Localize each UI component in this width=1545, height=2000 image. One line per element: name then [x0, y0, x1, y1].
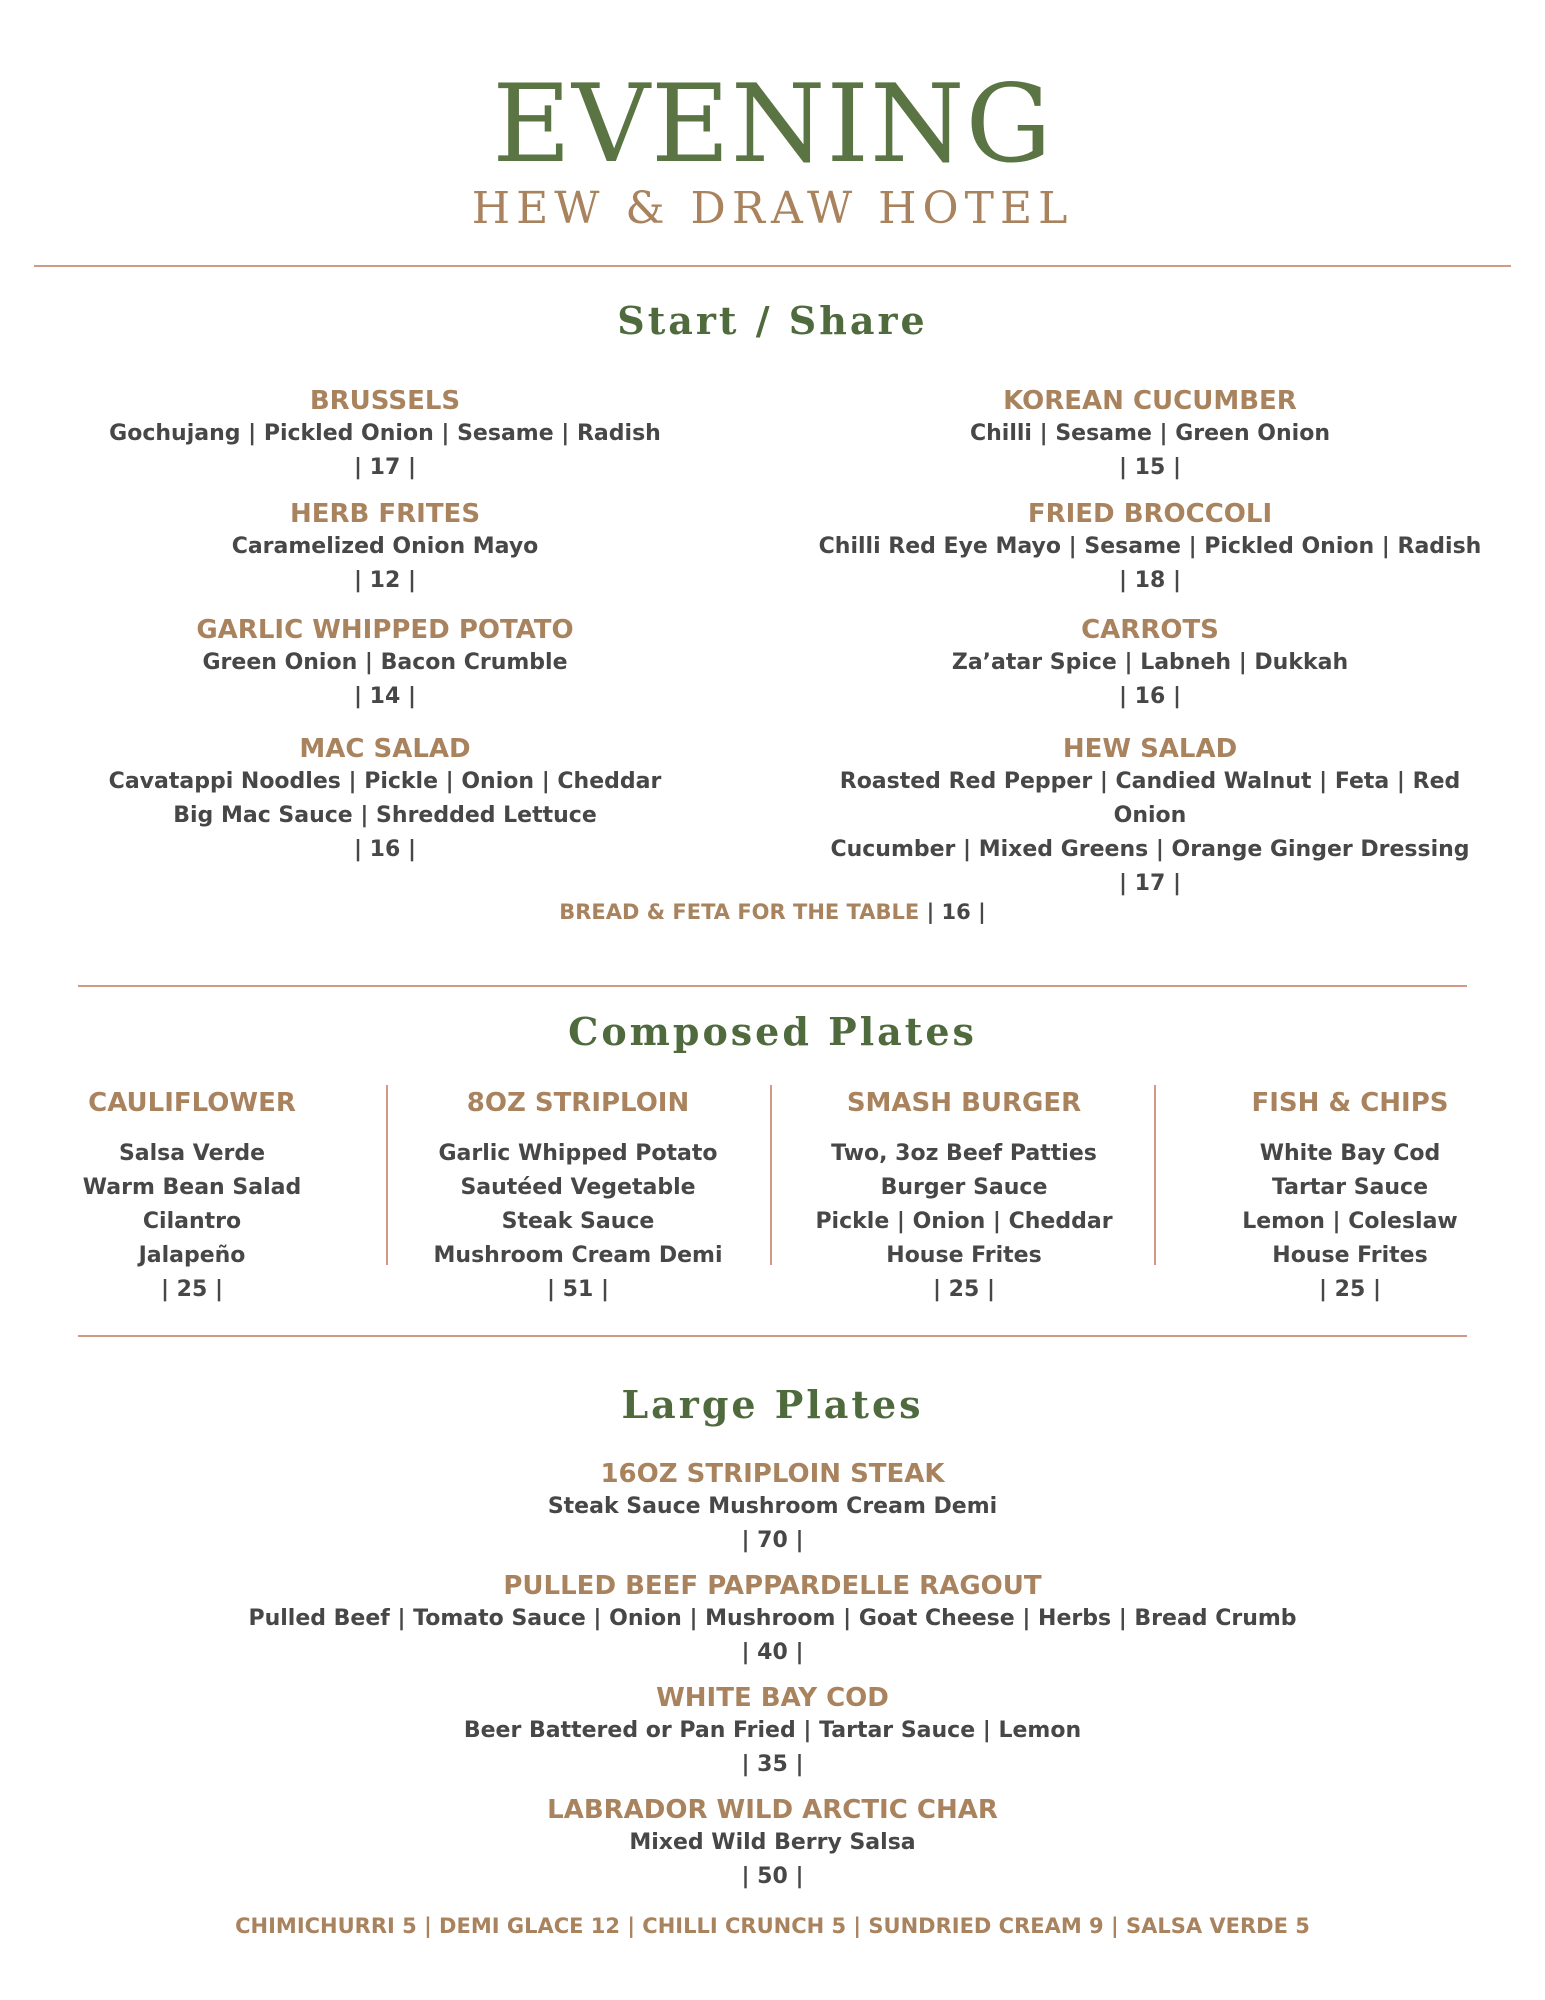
menu-item — [100, 385, 670, 485]
item-price: | 35 | — [741, 1752, 804, 1777]
item-description: Cucumber | Mixed Greens | Orange Ginger Dressing — [830, 837, 1470, 862]
item-description: Steak Sauce Mushroom Cream Demi — [547, 1494, 998, 1519]
menu-item — [100, 1682, 1445, 1782]
bread-and-feta — [0, 897, 1545, 927]
section-divider — [78, 985, 1467, 987]
menu-item — [100, 1794, 1445, 1894]
bread-price: | 16 | — [926, 900, 986, 924]
item-name: CARROTS — [1081, 615, 1219, 645]
item-description: Pulled Beef | Tomato Sauce | Onion | Mushroom | Goat Cheese | Herbs | Bread Crumb — [248, 1606, 1297, 1631]
item-price: | 15 | — [1118, 455, 1181, 480]
item-description: Tartar Sauce — [1271, 1175, 1429, 1200]
menu-item — [100, 498, 670, 598]
item-description: Jalapeño — [138, 1243, 246, 1268]
item-description: Za’atar Spice | Labneh | Dukkah — [951, 650, 1349, 675]
composed-item — [1158, 1087, 1542, 1307]
item-description: Big Mac Sauce | Shredded Lettuce — [173, 803, 597, 828]
item-description: Burger Sauce — [880, 1175, 1048, 1200]
item-price: | 12 | — [353, 568, 416, 593]
item-name: CAULIFLOWER — [88, 1088, 296, 1118]
bread-name: BREAD & FETA FOR THE TABLE — [559, 900, 920, 924]
item-name: 8OZ STRIPLOIN — [466, 1088, 690, 1118]
menu-item — [100, 614, 670, 714]
item-price: | 25 | — [160, 1277, 223, 1302]
menu-title: EVENING — [492, 62, 1053, 187]
menu-item — [800, 733, 1500, 901]
item-price: | 51 | — [546, 1277, 609, 1302]
menu-item — [100, 1458, 1445, 1558]
menu-item — [800, 385, 1500, 485]
section-title-start-share: Start / Share — [617, 298, 928, 343]
item-description: Lemon | Coleslaw — [1242, 1209, 1458, 1234]
item-description: Mixed Wild Berry Salsa — [629, 1830, 916, 1855]
section-title-composed-plates: Composed Plates — [568, 1009, 977, 1054]
item-name: BRUSSELS — [309, 386, 461, 416]
menu-item — [100, 1570, 1445, 1670]
item-price: | 25 | — [932, 1277, 995, 1302]
item-description: Chilli Red Eye Mayo | Sesame | Pickled Onion | Radish — [818, 534, 1482, 559]
item-description: Green Onion | Bacon Crumble — [202, 650, 568, 675]
item-name: SMASH BURGER — [846, 1088, 1082, 1118]
menu-item — [800, 614, 1500, 714]
item-description: Steak Sauce — [501, 1209, 655, 1234]
item-price: | 17 | — [353, 455, 416, 480]
item-price: | 16 | — [1118, 684, 1181, 709]
item-description: Salsa Verde — [118, 1141, 266, 1166]
item-name: LABRADOR WILD ARCTIC CHAR — [547, 1795, 998, 1825]
item-description: Garlic Whipped Potato — [438, 1141, 718, 1166]
item-description: Mushroom Cream Demi — [433, 1243, 723, 1268]
item-description: House Frites — [886, 1243, 1042, 1268]
hotel-name: HEW & DRAW HOTEL — [471, 183, 1074, 234]
section-title-large-plates: Large Plates — [621, 1382, 924, 1427]
sauce-addons: CHIMICHURRI 5 | DEMI GLACE 12 | CHILLI CRUNCH 5 | SUNDRIED CREAM 9 | SALSA VERDE 5 — [235, 1914, 1310, 1938]
item-description: Pickle | Onion | Cheddar — [815, 1209, 1113, 1234]
item-name: HERB FRITES — [289, 499, 481, 529]
item-description: Chilli | Sesame | Green Onion — [970, 421, 1330, 446]
item-price: | 50 | — [741, 1864, 804, 1889]
item-description: Cilantro — [142, 1209, 242, 1234]
item-name: GARLIC WHIPPED POTATO — [196, 615, 574, 645]
item-name: HEW SALAD — [1062, 734, 1238, 764]
item-name: FISH & CHIPS — [1251, 1088, 1449, 1118]
item-name: FRIED BROCCOLI — [1027, 499, 1273, 529]
item-name: 16OZ STRIPLOIN STEAK — [600, 1459, 945, 1489]
item-description: Gochujang | Pickled Onion | Sesame | Radish — [109, 421, 661, 446]
item-price: | 18 | — [1118, 568, 1181, 593]
header-divider — [34, 265, 1511, 267]
column-divider — [1154, 1085, 1156, 1265]
item-description: Beer Battered or Pan Fried | Tartar Sauce | Lemon — [463, 1718, 1082, 1743]
item-price: | 14 | — [353, 684, 416, 709]
item-name: KOREAN CUCUMBER — [1003, 386, 1297, 416]
item-name: PULLED BEEF PAPPARDELLE RAGOUT — [503, 1571, 1042, 1601]
item-description: House Frites — [1272, 1243, 1428, 1268]
item-description: Warm Bean Salad — [82, 1175, 302, 1200]
item-price: | 70 | — [741, 1528, 804, 1553]
item-description: White Bay Cod — [1259, 1141, 1441, 1166]
item-price: | 25 | — [1318, 1277, 1381, 1302]
item-description: Sautéed Vegetable — [460, 1175, 696, 1200]
item-description: Two, 3oz Beef Patties — [831, 1141, 1097, 1166]
item-price: | 16 | — [353, 837, 416, 862]
item-price: | 40 | — [741, 1640, 804, 1665]
menu-item — [800, 498, 1500, 598]
item-name: WHITE BAY COD — [656, 1683, 889, 1713]
item-description: Roasted Red Pepper | Candied Walnut | Feta | Red Onion — [839, 769, 1461, 828]
composed-item — [772, 1087, 1156, 1307]
item-price: | 17 | — [1118, 871, 1181, 896]
section-divider — [78, 1335, 1467, 1337]
menu-item — [100, 733, 670, 867]
composed-item — [0, 1087, 384, 1307]
item-description: Cavatappi Noodles | Pickle | Onion | Cheddar — [108, 769, 662, 794]
composed-item — [386, 1087, 770, 1307]
item-description: Caramelized Onion Mayo — [231, 534, 539, 559]
item-name: MAC SALAD — [299, 734, 471, 764]
